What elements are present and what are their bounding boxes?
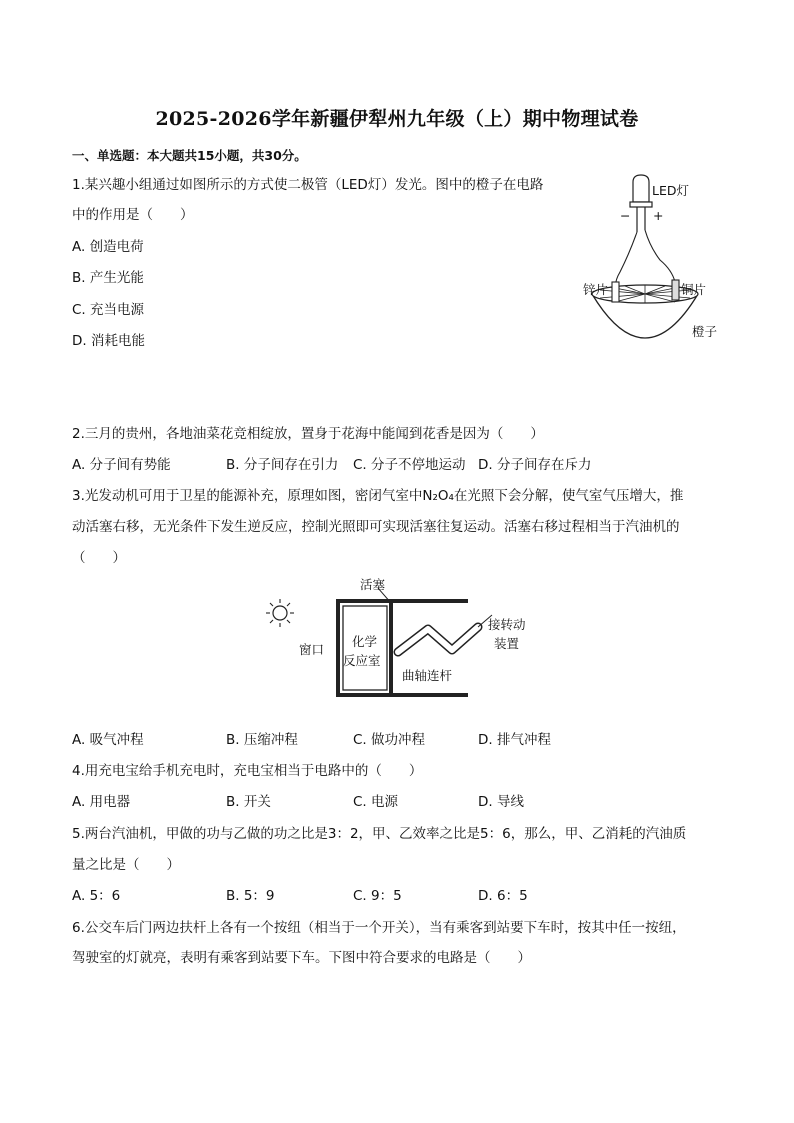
question-3-stem-line-1: 3.光发动机可用于卫星的能源补充，原理如图，密闭气室中N₂O₄在光照下会分解，使气室气压增大，推 (72, 488, 684, 504)
question-2-option-a[interactable]: A. 分子间有势能 (72, 457, 171, 473)
minus-label: − (620, 208, 631, 223)
question-4-option-a[interactable]: A. 用电器 (72, 794, 131, 810)
question-6-stem-line-2: 驾驶室的灯就亮，表明有乘客到站要下车。下图中符合要求的电路是（ ） (72, 950, 531, 966)
question-3-option-d[interactable]: D. 排气冲程 (478, 732, 551, 748)
question-4-option-c[interactable]: C. 电源 (353, 794, 399, 810)
question-4-option-d[interactable]: D. 导线 (478, 794, 524, 810)
device-label-1: 接转动 (488, 617, 526, 632)
question-2-option-b[interactable]: B. 分子间存在引力 (226, 457, 339, 473)
exam-title: 2025-2026学年新疆伊犁州九年级（上）期中物理试卷 (155, 108, 639, 130)
question-4-stem: 4.用充电宝给手机充电时，充电宝相当于电路中的（ ） (72, 763, 423, 779)
question-1-option-d[interactable]: D. 消耗电能 (72, 333, 145, 349)
question-5-stem-line-2: 量之比是（ ） (72, 857, 180, 873)
chamber-label-1: 化学 (352, 634, 378, 649)
question-3-stem-line-3: （ ） (72, 550, 126, 566)
question-2-stem: 2.三月的贵州，各地油菜花竞相绽放，置身于花海中能闻到花香是因为（ ） (72, 426, 544, 442)
chamber-label-2: 反应室 (343, 653, 381, 668)
question-5-option-b[interactable]: B. 5：9 (226, 888, 275, 904)
question-1-option-a[interactable]: A. 创造电荷 (72, 239, 144, 255)
question-2-option-c[interactable]: C. 分子不停地运动 (353, 457, 466, 473)
question-2-option-d[interactable]: D. 分子间存在斥力 (478, 457, 592, 473)
question-6-stem-line-1: 6.公交车后门两边扶杆上各有一个按纽（相当于一个开关），当有乘客到站要下车时，按其中任一按纽， (72, 920, 686, 936)
section-heading: 一、单选题：本大题共15小题，共30分。 (72, 148, 307, 163)
question-1-stem-line-2: 中的作用是（ ） (72, 207, 194, 223)
question-4-option-b[interactable]: B. 开关 (226, 794, 271, 810)
question-1-option-b[interactable]: B. 产生光能 (72, 270, 144, 286)
question-3-stem-line-2: 动活塞右移，无光条件下发生逆反应，控制光照即可实现活塞往复运动。活塞右移过程相当于汽油机的 (72, 519, 680, 535)
question-5-stem-line-1: 5.两台汽油机，甲做的功与乙做的功之比是3：2，甲、乙效率之比是5：6，那么，甲、乙消耗的汽油质 (72, 826, 687, 842)
question-3-option-b[interactable]: B. 压缩冲程 (226, 732, 298, 748)
plus-label: + (653, 208, 664, 223)
question-3-option-c[interactable]: C. 做功冲程 (353, 732, 426, 748)
question-5-option-c[interactable]: C. 9：5 (353, 888, 402, 904)
crank-label: 曲轴连杆 (402, 668, 453, 683)
question-1-stem-line-1: 1.某兴趣小组通过如图所示的方式使二极管（LED灯）发光。图中的橙子在电路 (72, 177, 544, 193)
copper-label: 铜片 (681, 282, 707, 297)
device-label-2: 装置 (494, 636, 520, 651)
question-1-option-c[interactable]: C. 充当电源 (72, 302, 145, 318)
led-label: LED灯 (652, 183, 689, 198)
zinc-label: 锌片 (583, 282, 609, 297)
question-5-option-d[interactable]: D. 6：5 (478, 888, 528, 904)
question-3-option-a[interactable]: A. 吸气冲程 (72, 732, 144, 748)
question-5-option-a[interactable]: A. 5：6 (72, 888, 121, 904)
piston-label: 活塞 (360, 577, 386, 592)
orange-label: 橙子 (692, 324, 718, 339)
window-label: 窗口 (299, 642, 325, 657)
